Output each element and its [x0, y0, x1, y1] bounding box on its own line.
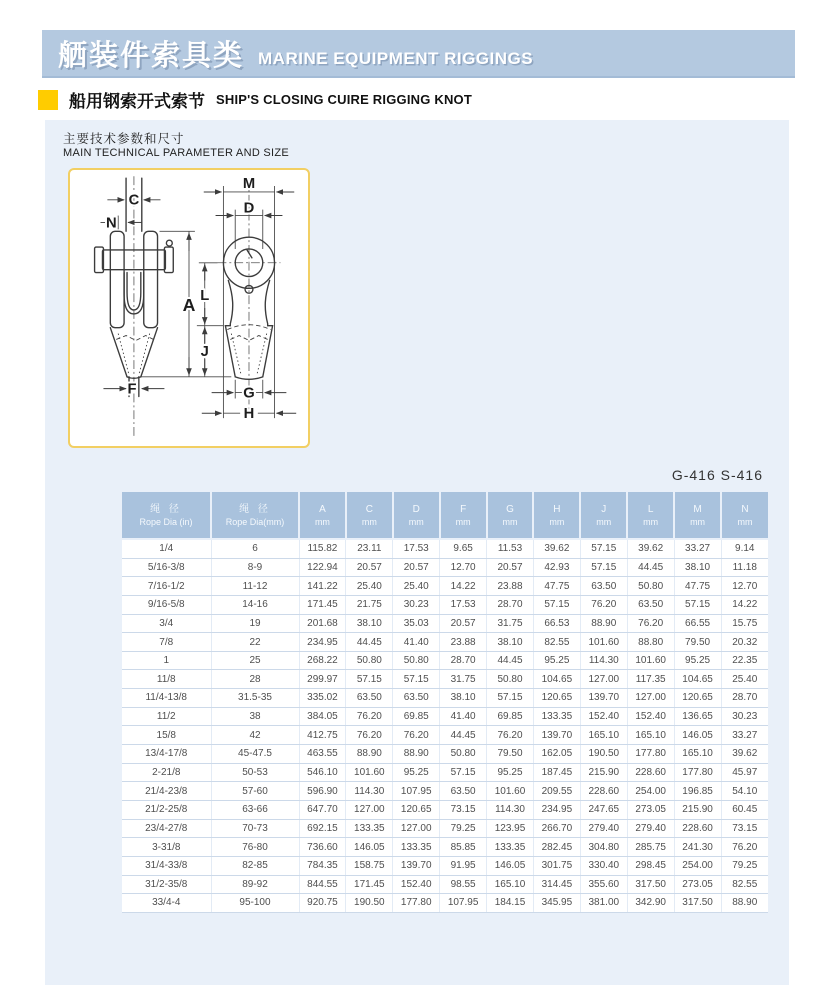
- table-cell: 88.90: [580, 614, 627, 633]
- table-cell: 95.25: [674, 651, 721, 670]
- table-cell: 44.45: [627, 558, 674, 577]
- params-heading-en: MAIN TECHNICAL PARAMETER AND SIZE: [63, 147, 290, 159]
- section-title-en: SHIP'S CLOSING CUIRE RIGGING KNOT: [216, 92, 472, 107]
- table-cell: 76.20: [346, 726, 393, 745]
- table-cell: 279.40: [627, 819, 674, 838]
- column-header: L mm: [627, 492, 674, 539]
- table-cell: 314.45: [533, 875, 580, 894]
- table-cell: 13/4-17/8: [122, 745, 211, 764]
- table-cell: 228.60: [580, 782, 627, 801]
- table-cell: 76.20: [346, 707, 393, 726]
- column-header: J mm: [580, 492, 627, 539]
- table-cell: 228.60: [674, 819, 721, 838]
- table-cell: 31.75: [487, 614, 534, 633]
- table-cell: 69.85: [487, 707, 534, 726]
- table-row: [122, 782, 768, 801]
- table-cell: 50.80: [393, 651, 440, 670]
- table-cell: 784.35: [299, 856, 346, 875]
- table-cell: 76.20: [721, 838, 768, 857]
- column-header: F mm: [440, 492, 487, 539]
- table-cell: 82.55: [533, 633, 580, 652]
- table-cell: 139.70: [580, 689, 627, 708]
- table-cell: 196.85: [674, 782, 721, 801]
- table-cell: 88.90: [393, 745, 440, 764]
- table-row: [122, 745, 768, 764]
- table-cell: 44.45: [487, 651, 534, 670]
- table-cell: 21.75: [346, 595, 393, 614]
- table-cell: 98.55: [440, 875, 487, 894]
- table-cell: 57.15: [580, 558, 627, 577]
- column-header: 绳 径 Rope Dia (in): [122, 492, 211, 539]
- table-cell: 45-47.5: [211, 745, 299, 764]
- table-cell: 69.85: [393, 707, 440, 726]
- table-cell: 60.45: [721, 800, 768, 819]
- open-socket-drawing: [70, 170, 308, 446]
- table-cell: 42: [211, 726, 299, 745]
- table-cell: 57.15: [393, 670, 440, 689]
- table-cell: 165.10: [580, 726, 627, 745]
- table-cell: 152.40: [627, 707, 674, 726]
- table-cell: 11/4-13/8: [122, 689, 211, 708]
- table-cell: 120.65: [674, 689, 721, 708]
- table-row: [122, 856, 768, 875]
- table-cell: 152.40: [393, 875, 440, 894]
- table-cell: 171.45: [299, 595, 346, 614]
- table-cell: 50.80: [440, 745, 487, 764]
- table-cell: 139.70: [533, 726, 580, 745]
- table-cell: 412.75: [299, 726, 346, 745]
- table-cell: 41.40: [393, 633, 440, 652]
- table-cell: 190.50: [346, 894, 393, 913]
- table-cell: 50.80: [627, 577, 674, 596]
- table-cell: 20.32: [721, 633, 768, 652]
- table-cell: 39.62: [721, 745, 768, 764]
- table-cell: 38.10: [346, 614, 393, 633]
- table-cell: 215.90: [674, 800, 721, 819]
- table-cell: 736.60: [299, 838, 346, 857]
- table-cell: 127.00: [627, 689, 674, 708]
- table-cell: 88.80: [627, 633, 674, 652]
- table-cell: 33.27: [674, 539, 721, 558]
- table-cell: 73.15: [721, 819, 768, 838]
- table-cell: 177.80: [627, 745, 674, 764]
- table-cell: 335.02: [299, 689, 346, 708]
- dim-label-m: M: [242, 176, 256, 193]
- table-cell: 9.14: [721, 539, 768, 558]
- table-cell: 355.60: [580, 875, 627, 894]
- table-cell: 76.20: [487, 726, 534, 745]
- column-header: N mm: [721, 492, 768, 539]
- dim-label-n: N: [105, 215, 117, 232]
- table-cell: 12.70: [721, 577, 768, 596]
- table-row: [122, 838, 768, 857]
- table-cell: 33.27: [721, 726, 768, 745]
- table-cell: 95.25: [533, 651, 580, 670]
- table-cell: 44.45: [440, 726, 487, 745]
- table-cell: 139.70: [393, 856, 440, 875]
- table-cell: 317.50: [674, 894, 721, 913]
- table-cell: 14-16: [211, 595, 299, 614]
- table-cell: 209.55: [533, 782, 580, 801]
- table-cell: 133.35: [533, 707, 580, 726]
- table-cell: 35.03: [393, 614, 440, 633]
- table-row: [122, 726, 768, 745]
- column-header: 绳 径 Rope Dia(mm): [211, 492, 299, 539]
- table-cell: 120.65: [533, 689, 580, 708]
- table-cell: 25.40: [721, 670, 768, 689]
- table-cell: 298.45: [627, 856, 674, 875]
- table-cell: 345.95: [533, 894, 580, 913]
- table-cell: 57.15: [533, 595, 580, 614]
- table-cell: 25.40: [393, 577, 440, 596]
- column-header: M mm: [674, 492, 721, 539]
- table-cell: 177.80: [393, 894, 440, 913]
- table-cell: 21/2-25/8: [122, 800, 211, 819]
- table-cell: 22.35: [721, 651, 768, 670]
- table-cell: 95.25: [393, 763, 440, 782]
- column-header: A mm: [299, 492, 346, 539]
- table-cell: 44.45: [346, 633, 393, 652]
- table-cell: 79.25: [440, 819, 487, 838]
- table-cell: 63.50: [440, 782, 487, 801]
- table-cell: 301.75: [533, 856, 580, 875]
- dim-label-f: F: [127, 381, 137, 398]
- table-cell: 141.22: [299, 577, 346, 596]
- table-cell: 165.10: [627, 726, 674, 745]
- table-cell: 285.75: [627, 838, 674, 857]
- table-cell: 104.65: [674, 670, 721, 689]
- table-cell: 117.35: [627, 670, 674, 689]
- table-cell: 279.40: [580, 819, 627, 838]
- table-cell: 28.70: [487, 595, 534, 614]
- table-cell: 133.35: [393, 838, 440, 857]
- table-cell: 596.90: [299, 782, 346, 801]
- table-cell: 304.80: [580, 838, 627, 857]
- table-cell: 647.70: [299, 800, 346, 819]
- table-header-row: [122, 492, 768, 539]
- table-cell: 63.50: [346, 689, 393, 708]
- table-cell: 247.65: [580, 800, 627, 819]
- table-cell: 25.40: [346, 577, 393, 596]
- table-cell: 8-9: [211, 558, 299, 577]
- table-cell: 20.57: [346, 558, 393, 577]
- table-cell: 38.10: [440, 689, 487, 708]
- table-cell: 11-12: [211, 577, 299, 596]
- table-row: [122, 558, 768, 577]
- table-cell: 63.50: [627, 595, 674, 614]
- params-heading-zh: 主要技术参数和尺寸: [63, 132, 185, 146]
- table-cell: 76.20: [393, 726, 440, 745]
- table-cell: 39.62: [627, 539, 674, 558]
- table-cell: 31.5-35: [211, 689, 299, 708]
- table-cell: 120.65: [393, 800, 440, 819]
- table-cell: 381.00: [580, 894, 627, 913]
- table-cell: 268.22: [299, 651, 346, 670]
- dim-label-h: H: [243, 406, 255, 423]
- table-cell: 88.90: [721, 894, 768, 913]
- table-cell: 38: [211, 707, 299, 726]
- table-cell: 107.95: [440, 894, 487, 913]
- table-cell: 127.00: [346, 800, 393, 819]
- table-row: [122, 894, 768, 913]
- dim-label-l: L: [200, 288, 210, 305]
- table-row: [122, 595, 768, 614]
- table-cell: 82.55: [721, 875, 768, 894]
- table-cell: 76-80: [211, 838, 299, 857]
- table-cell: 15/8: [122, 726, 211, 745]
- table-cell: 79.25: [721, 856, 768, 875]
- table-cell: 88.90: [346, 745, 393, 764]
- table-cell: 23.88: [440, 633, 487, 652]
- table-cell: 234.95: [533, 800, 580, 819]
- table-cell: 25: [211, 651, 299, 670]
- page-banner: [42, 30, 795, 78]
- table-cell: 546.10: [299, 763, 346, 782]
- table-cell: 254.00: [674, 856, 721, 875]
- table-cell: 66.55: [674, 614, 721, 633]
- table-cell: 31/2-35/8: [122, 875, 211, 894]
- table-cell: 133.35: [346, 819, 393, 838]
- table-cell: 14.22: [721, 595, 768, 614]
- dim-label-a: A: [182, 294, 196, 315]
- table-cell: 79.50: [674, 633, 721, 652]
- table-cell: 22: [211, 633, 299, 652]
- table-cell: 215.90: [580, 763, 627, 782]
- table-cell: 122.94: [299, 558, 346, 577]
- table-cell: 330.40: [580, 856, 627, 875]
- table-cell: 57.15: [674, 595, 721, 614]
- table-cell: 47.75: [674, 577, 721, 596]
- table-cell: 28: [211, 670, 299, 689]
- table-row: [122, 577, 768, 596]
- table-cell: 42.93: [533, 558, 580, 577]
- table-cell: 146.05: [346, 838, 393, 857]
- table-row: [122, 875, 768, 894]
- spec-table: [122, 492, 768, 913]
- table-cell: 463.55: [299, 745, 346, 764]
- table-cell: 190.50: [580, 745, 627, 764]
- table-cell: 177.80: [674, 763, 721, 782]
- table-row: [122, 689, 768, 708]
- table-cell: 47.75: [533, 577, 580, 596]
- table-cell: 15.75: [721, 614, 768, 633]
- table-cell: 165.10: [674, 745, 721, 764]
- table-cell: 114.30: [346, 782, 393, 801]
- table-cell: 23.11: [346, 539, 393, 558]
- table-cell: 101.60: [487, 782, 534, 801]
- table-cell: 165.10: [487, 875, 534, 894]
- table-cell: 30.23: [721, 707, 768, 726]
- table-row: [122, 763, 768, 782]
- yellow-square-bullet: [38, 90, 58, 110]
- table-cell: 187.45: [533, 763, 580, 782]
- table-cell: 11.18: [721, 558, 768, 577]
- table-cell: 228.60: [627, 763, 674, 782]
- table-cell: 127.00: [580, 670, 627, 689]
- table-cell: 114.30: [487, 800, 534, 819]
- table-cell: 107.95: [393, 782, 440, 801]
- table-cell: 201.68: [299, 614, 346, 633]
- table-cell: 41.40: [440, 707, 487, 726]
- table-cell: 17.53: [440, 595, 487, 614]
- table-cell: 282.45: [533, 838, 580, 857]
- table-cell: 11/2: [122, 707, 211, 726]
- table-cell: 136.65: [674, 707, 721, 726]
- table-cell: 50.80: [487, 670, 534, 689]
- table-cell: 12.70: [440, 558, 487, 577]
- table-cell: 114.30: [580, 651, 627, 670]
- table-cell: 76.20: [580, 595, 627, 614]
- table-cell: 920.75: [299, 894, 346, 913]
- table-row: [122, 800, 768, 819]
- table-cell: 28.70: [440, 651, 487, 670]
- table-cell: 101.60: [627, 651, 674, 670]
- table-row: [122, 633, 768, 652]
- table-cell: 844.55: [299, 875, 346, 894]
- banner-title-en: MARINE EQUIPMENT RIGGINGS: [258, 49, 534, 69]
- table-cell: 342.90: [627, 894, 674, 913]
- table-cell: 85.85: [440, 838, 487, 857]
- table-cell: 57.15: [346, 670, 393, 689]
- dim-label-g: G: [243, 385, 255, 402]
- table-cell: 14.22: [440, 577, 487, 596]
- table-cell: 17.53: [393, 539, 440, 558]
- table-cell: 241.30: [674, 838, 721, 857]
- table-cell: 20.57: [393, 558, 440, 577]
- table-body: [122, 539, 768, 912]
- table-cell: 266.70: [533, 819, 580, 838]
- table-cell: 3-31/8: [122, 838, 211, 857]
- column-header: H mm: [533, 492, 580, 539]
- table-cell: 692.15: [299, 819, 346, 838]
- section-heading: [38, 87, 472, 112]
- table-cell: 184.15: [487, 894, 534, 913]
- technical-diagram-box: [68, 168, 310, 448]
- table-cell: 104.65: [533, 670, 580, 689]
- table-cell: 54.10: [721, 782, 768, 801]
- table-cell: 63.50: [580, 577, 627, 596]
- table-cell: 273.05: [674, 875, 721, 894]
- table-cell: 63.50: [393, 689, 440, 708]
- table-cell: 73.15: [440, 800, 487, 819]
- table-cell: 317.50: [627, 875, 674, 894]
- table-cell: 171.45: [346, 875, 393, 894]
- table-cell: 11/8: [122, 670, 211, 689]
- table-cell: 384.05: [299, 707, 346, 726]
- table-cell: 30.23: [393, 595, 440, 614]
- table-cell: 162.05: [533, 745, 580, 764]
- table-cell: 38.10: [674, 558, 721, 577]
- table-cell: 95.25: [487, 763, 534, 782]
- table-cell: 2-21/8: [122, 763, 211, 782]
- table-cell: 57.15: [487, 689, 534, 708]
- table-cell: 38.10: [487, 633, 534, 652]
- table-cell: 95-100: [211, 894, 299, 913]
- table-cell: 50.80: [346, 651, 393, 670]
- table-cell: 123.95: [487, 819, 534, 838]
- table-cell: 76.20: [627, 614, 674, 633]
- table-cell: 89-92: [211, 875, 299, 894]
- table-cell: 79.50: [487, 745, 534, 764]
- table-row: [122, 707, 768, 726]
- table-cell: 31/4-33/8: [122, 856, 211, 875]
- dim-label-c: C: [128, 192, 140, 209]
- column-header: C mm: [346, 492, 393, 539]
- table-cell: 66.53: [533, 614, 580, 633]
- table-cell: 19: [211, 614, 299, 633]
- table-cell: 273.05: [627, 800, 674, 819]
- table-row: [122, 614, 768, 633]
- table-cell: 3/4: [122, 614, 211, 633]
- content-panel: [45, 120, 789, 985]
- table-cell: 21/4-23/8: [122, 782, 211, 801]
- table-cell: 158.75: [346, 856, 393, 875]
- table-cell: 1/4: [122, 539, 211, 558]
- table-cell: 33/4-4: [122, 894, 211, 913]
- table-cell: 11.53: [487, 539, 534, 558]
- banner-title-zh: 舾装件索具类: [58, 40, 245, 72]
- table-row: [122, 670, 768, 689]
- table-cell: 20.57: [440, 614, 487, 633]
- table-cell: 82-85: [211, 856, 299, 875]
- table-cell: 23/4-27/8: [122, 819, 211, 838]
- table-cell: 57-60: [211, 782, 299, 801]
- table-cell: 31.75: [440, 670, 487, 689]
- table-cell: 5/16-3/8: [122, 558, 211, 577]
- table-cell: 1: [122, 651, 211, 670]
- table-cell: 50-53: [211, 763, 299, 782]
- table-cell: 28.70: [721, 689, 768, 708]
- table-row: [122, 819, 768, 838]
- table-cell: 254.00: [627, 782, 674, 801]
- table-cell: 70-73: [211, 819, 299, 838]
- column-header: G mm: [487, 492, 534, 539]
- table-cell: 146.05: [674, 726, 721, 745]
- table-cell: 115.82: [299, 539, 346, 558]
- table-cell: 101.60: [346, 763, 393, 782]
- table-cell: 101.60: [580, 633, 627, 652]
- table-cell: 127.00: [393, 819, 440, 838]
- table-cell: 57.15: [440, 763, 487, 782]
- model-number-label: G-416 S-416: [671, 467, 763, 483]
- section-title-zh: 船用钢索开式索节: [69, 92, 205, 111]
- table-cell: 7/16-1/2: [122, 577, 211, 596]
- dim-label-j: J: [200, 344, 209, 361]
- table-cell: 146.05: [487, 856, 534, 875]
- table-cell: 234.95: [299, 633, 346, 652]
- table-cell: 152.40: [580, 707, 627, 726]
- table-cell: 63-66: [211, 800, 299, 819]
- table-cell: 20.57: [487, 558, 534, 577]
- table-row: [122, 651, 768, 670]
- dim-label-d: D: [243, 200, 255, 217]
- table-cell: 133.35: [487, 838, 534, 857]
- table-cell: 7/8: [122, 633, 211, 652]
- table-cell: 23.88: [487, 577, 534, 596]
- table-cell: 91.95: [440, 856, 487, 875]
- table-cell: 39.62: [533, 539, 580, 558]
- table-cell: 45.97: [721, 763, 768, 782]
- table-row: [122, 539, 768, 558]
- table-cell: 57.15: [580, 539, 627, 558]
- table-cell: 6: [211, 539, 299, 558]
- table-cell: 9.65: [440, 539, 487, 558]
- column-header: D mm: [393, 492, 440, 539]
- table-cell: 299.97: [299, 670, 346, 689]
- table-cell: 9/16-5/8: [122, 595, 211, 614]
